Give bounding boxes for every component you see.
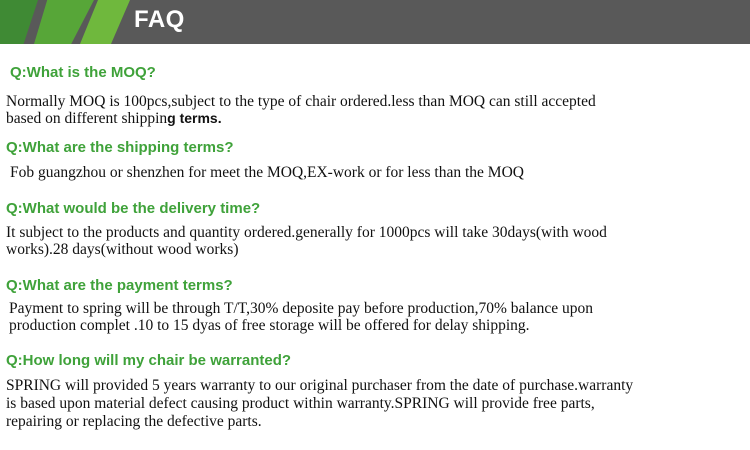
faq-question-warranty: Q:How long will my chair be warranted? [6, 352, 292, 369]
faq-question-shipping: Q:What are the shipping terms? [6, 139, 234, 156]
faq-answer-payment-line-2: production complet .10 to 15 dyas of free storage will be offered for delay shipping. [9, 317, 530, 334]
faq-answer-moq-line-1: Normally MOQ is 100pcs,subject to the type of chair ordered.less than MOQ can still accepted [6, 93, 596, 110]
faq-answer-warranty-line-1: SPRING will provided 5 years warranty to our original purchaser from the date of purchase.warranty [6, 377, 634, 394]
faq-answer-delivery-line-2: works).28 days(without wood works) [6, 241, 239, 258]
faq-question-delivery: Q:What would be the delivery time? [6, 200, 261, 217]
faq-answer-warranty-line-3: repairing or replacing the defective parts. [6, 413, 262, 430]
faq-answer-moq-line-2-text: based on different shippin [6, 110, 168, 127]
faq-question-moq: Q:What is the MOQ? [10, 64, 156, 81]
header-stripe-dark-green [0, 0, 38, 44]
faq-answer-warranty-line-2: is based upon material defect causing product within warranty.SPRING will provide free parts, [6, 395, 595, 412]
page-title: FAQ [134, 6, 185, 33]
faq-answer-delivery-line-1: It subject to the products and quantity ordered.generally for 1000pcs will take 30days(with wood [6, 224, 607, 241]
faq-answer-moq-line-2 [6, 110, 222, 127]
faq-question-payment: Q:What are the payment terms? [6, 277, 233, 294]
faq-answer-shipping-line-1: Fob guangzhou or shenzhen for meet the MOQ,EX-work or for less than the MOQ [10, 164, 524, 181]
faq-answer-payment-line-1: Payment to spring will be through T/T,30% deposite pay before production,70% balance upon [9, 300, 593, 317]
faq-answer-moq-bold-tail: g terms. [167, 110, 222, 126]
faq-header-bar [0, 0, 750, 44]
